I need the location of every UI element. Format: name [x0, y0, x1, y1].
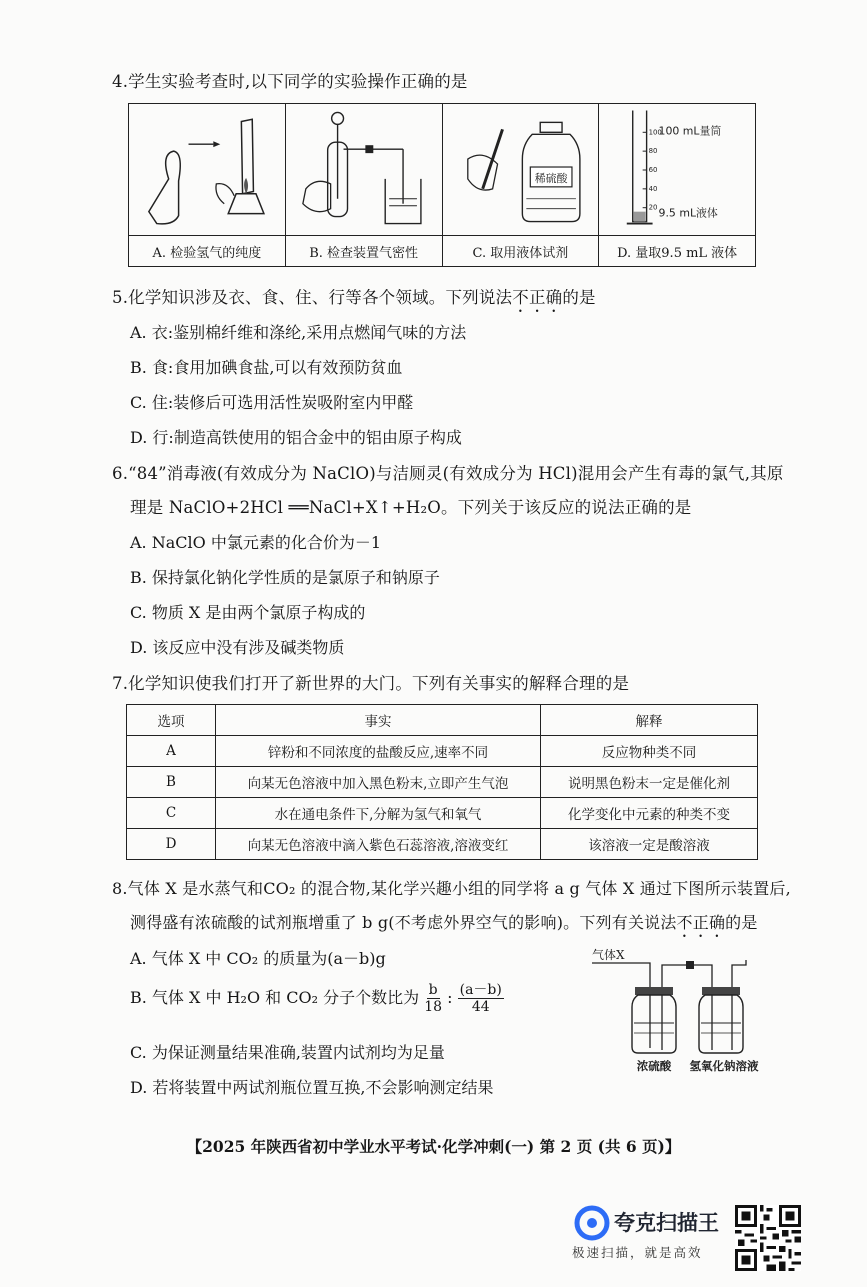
q7-header-option: 选项	[127, 705, 216, 736]
q7-cell: 反应物种类不同	[541, 736, 758, 767]
cylinder-label: 100 mL量筒	[658, 124, 722, 138]
q7-table	[126, 704, 758, 860]
q7-cell: C	[127, 798, 216, 829]
hydrogen-purity-test-illustration	[129, 104, 285, 234]
q8-option-a: A. 气体 X 中 CO₂ 的质量为(a－b)g	[130, 949, 386, 968]
graduated-cylinder-illustration	[599, 104, 755, 234]
q5-option-a: A. 衣:鉴别棉纤维和涤纶,采用点燃闻气味的方法	[130, 323, 467, 342]
q7-header-explanation: 解释	[541, 705, 758, 736]
q7-cell: D	[127, 829, 216, 860]
q7-cell: A	[127, 736, 216, 767]
scanner-watermark	[572, 1203, 732, 1263]
sodium-hydroxide-label: 氢氧化钠溶液	[689, 1059, 759, 1073]
q4-cell-b	[286, 104, 443, 266]
q5-emphasis: 不正确	[512, 288, 563, 307]
q8-emphasis: 不正确	[676, 913, 726, 932]
q6-line2: 理是 NaClO+2HCl ══NaCl+X↑+H₂O。下列关于该反应的说法正确的是	[130, 498, 692, 517]
q7-header-row	[127, 705, 758, 736]
q4-cell-c	[443, 104, 600, 266]
q5-option-c: C. 住:装修后可选用活性炭吸附室内甲醛	[130, 393, 414, 412]
q7-cell: 说明黑色粉末一定是催化剂	[541, 767, 758, 798]
sulfuric-acid-label: 浓硫酸	[636, 1059, 672, 1073]
table-row	[127, 736, 758, 767]
q6-option-b: B. 保持氯化钠化学性质的是氯原子和钠原子	[130, 568, 440, 587]
table-row	[127, 767, 758, 798]
q6-line1: 6.“84”消毒液(有效成分为 NaClO)与洁厕灵(有效成分为 HCl)混用会产生有毒的氯气,其原	[112, 464, 784, 483]
tick-20: 20	[648, 203, 658, 212]
q7-cell: 化学变化中元素的种类不变	[541, 798, 758, 829]
q4-cell-a	[129, 104, 286, 266]
q4-option-d: D. 量取9.5 mL 液体	[599, 235, 755, 266]
q4-cell-d	[599, 104, 755, 266]
q7-header-fact: 事实	[216, 705, 541, 736]
q7-cell: 锌粉和不同浓度的盐酸反应,速率不同	[216, 736, 541, 767]
q4-stem: 4.学生实验考查时,以下同学的实验操作正确的是	[112, 72, 468, 91]
gas-x-label: 气体X	[592, 948, 625, 962]
table-row	[127, 798, 758, 829]
watermark-title: 夸克扫描王	[614, 1211, 719, 1235]
q4-option-b: B. 检查装置气密性	[286, 235, 442, 266]
q5-option-b: B. 食:食用加碘食盐,可以有效预防贫血	[130, 358, 403, 377]
table-row	[127, 829, 758, 860]
watermark-subtitle: 极速扫描，就是高效	[572, 1245, 703, 1260]
fraction-b-18: $\frac{b}{18}$	[424, 982, 443, 1015]
qr-code-icon	[735, 1205, 801, 1271]
acid-bottle-label: 稀硫酸	[534, 171, 567, 185]
q5-stem: 5.化学知识涉及衣、食、住、行等各个领域。下列说法不正确的是	[112, 288, 596, 307]
tick-40: 40	[648, 184, 658, 193]
q4-option-c: C. 取用液体试剂	[443, 235, 599, 266]
q4-option-a: A. 检验氢气的纯度	[129, 235, 285, 266]
q8-line2: 测得盛有浓硫酸的试剂瓶增重了 b g(不考虑外界空气的影响)。下列有关说法不正确的是	[130, 913, 758, 932]
fraction-a-b-44: $\frac{(a-b)}{44}$	[459, 982, 502, 1015]
liquid-reagent-illustration	[443, 104, 599, 234]
q7-cell: B	[127, 767, 216, 798]
tick-60: 60	[648, 165, 658, 174]
tick-100: 100	[648, 128, 663, 137]
q5-option-d: D. 行:制造高铁使用的铝合金中的铝由原子构成	[130, 428, 462, 447]
q7-cell: 水在通电条件下,分解为氢气和氧气	[216, 798, 541, 829]
q7-cell: 向某无色溶液中加入黑色粉末,立即产生气泡	[216, 767, 541, 798]
q8-option-d: D. 若将装置中两试剂瓶位置互换,不会影响测定结果	[130, 1078, 494, 1097]
airtightness-check-illustration	[286, 104, 442, 234]
tick-80: 80	[648, 147, 658, 156]
q8-line1: 8.气体 X 是水蒸气和CO₂ 的混合物,某化学兴趣小组的同学将 a g 气体 X 通过下图所示装置后,	[112, 879, 791, 898]
liquid-label: 9.5 mL液体	[658, 206, 719, 220]
gas-absorption-apparatus	[590, 945, 770, 1075]
q8-option-b: B. 气体 X 中 H₂O 和 CO₂ 分子个数比为 $\frac{b}{18}$ : $\frac{(a-b)}{44}$	[130, 982, 502, 1015]
q4-figure-table	[128, 103, 756, 267]
q6-option-a: A. NaClO 中氯元素的化合价为－1	[130, 533, 382, 552]
quark-logo-icon	[574, 1205, 610, 1241]
q7-cell: 向某无色溶液中滴入紫色石蕊溶液,溶液变红	[216, 829, 541, 860]
q7-stem: 7.化学知识使我们打开了新世界的大门。下列有关事实的解释合理的是	[112, 674, 630, 693]
q8-option-c: C. 为保证测量结果准确,装置内试剂均为足量	[130, 1043, 445, 1062]
q6-option-d: D. 该反应中没有涉及碱类物质	[130, 638, 345, 657]
q7-cell: 该溶液一定是酸溶液	[541, 829, 758, 860]
page-footer: 【2025 年陕西省初中学业水平考试·化学冲刺(一) 第 2 页 (共 6 页)】	[186, 1137, 681, 1156]
q6-option-c: C. 物质 X 是由两个氯原子构成的	[130, 603, 366, 622]
